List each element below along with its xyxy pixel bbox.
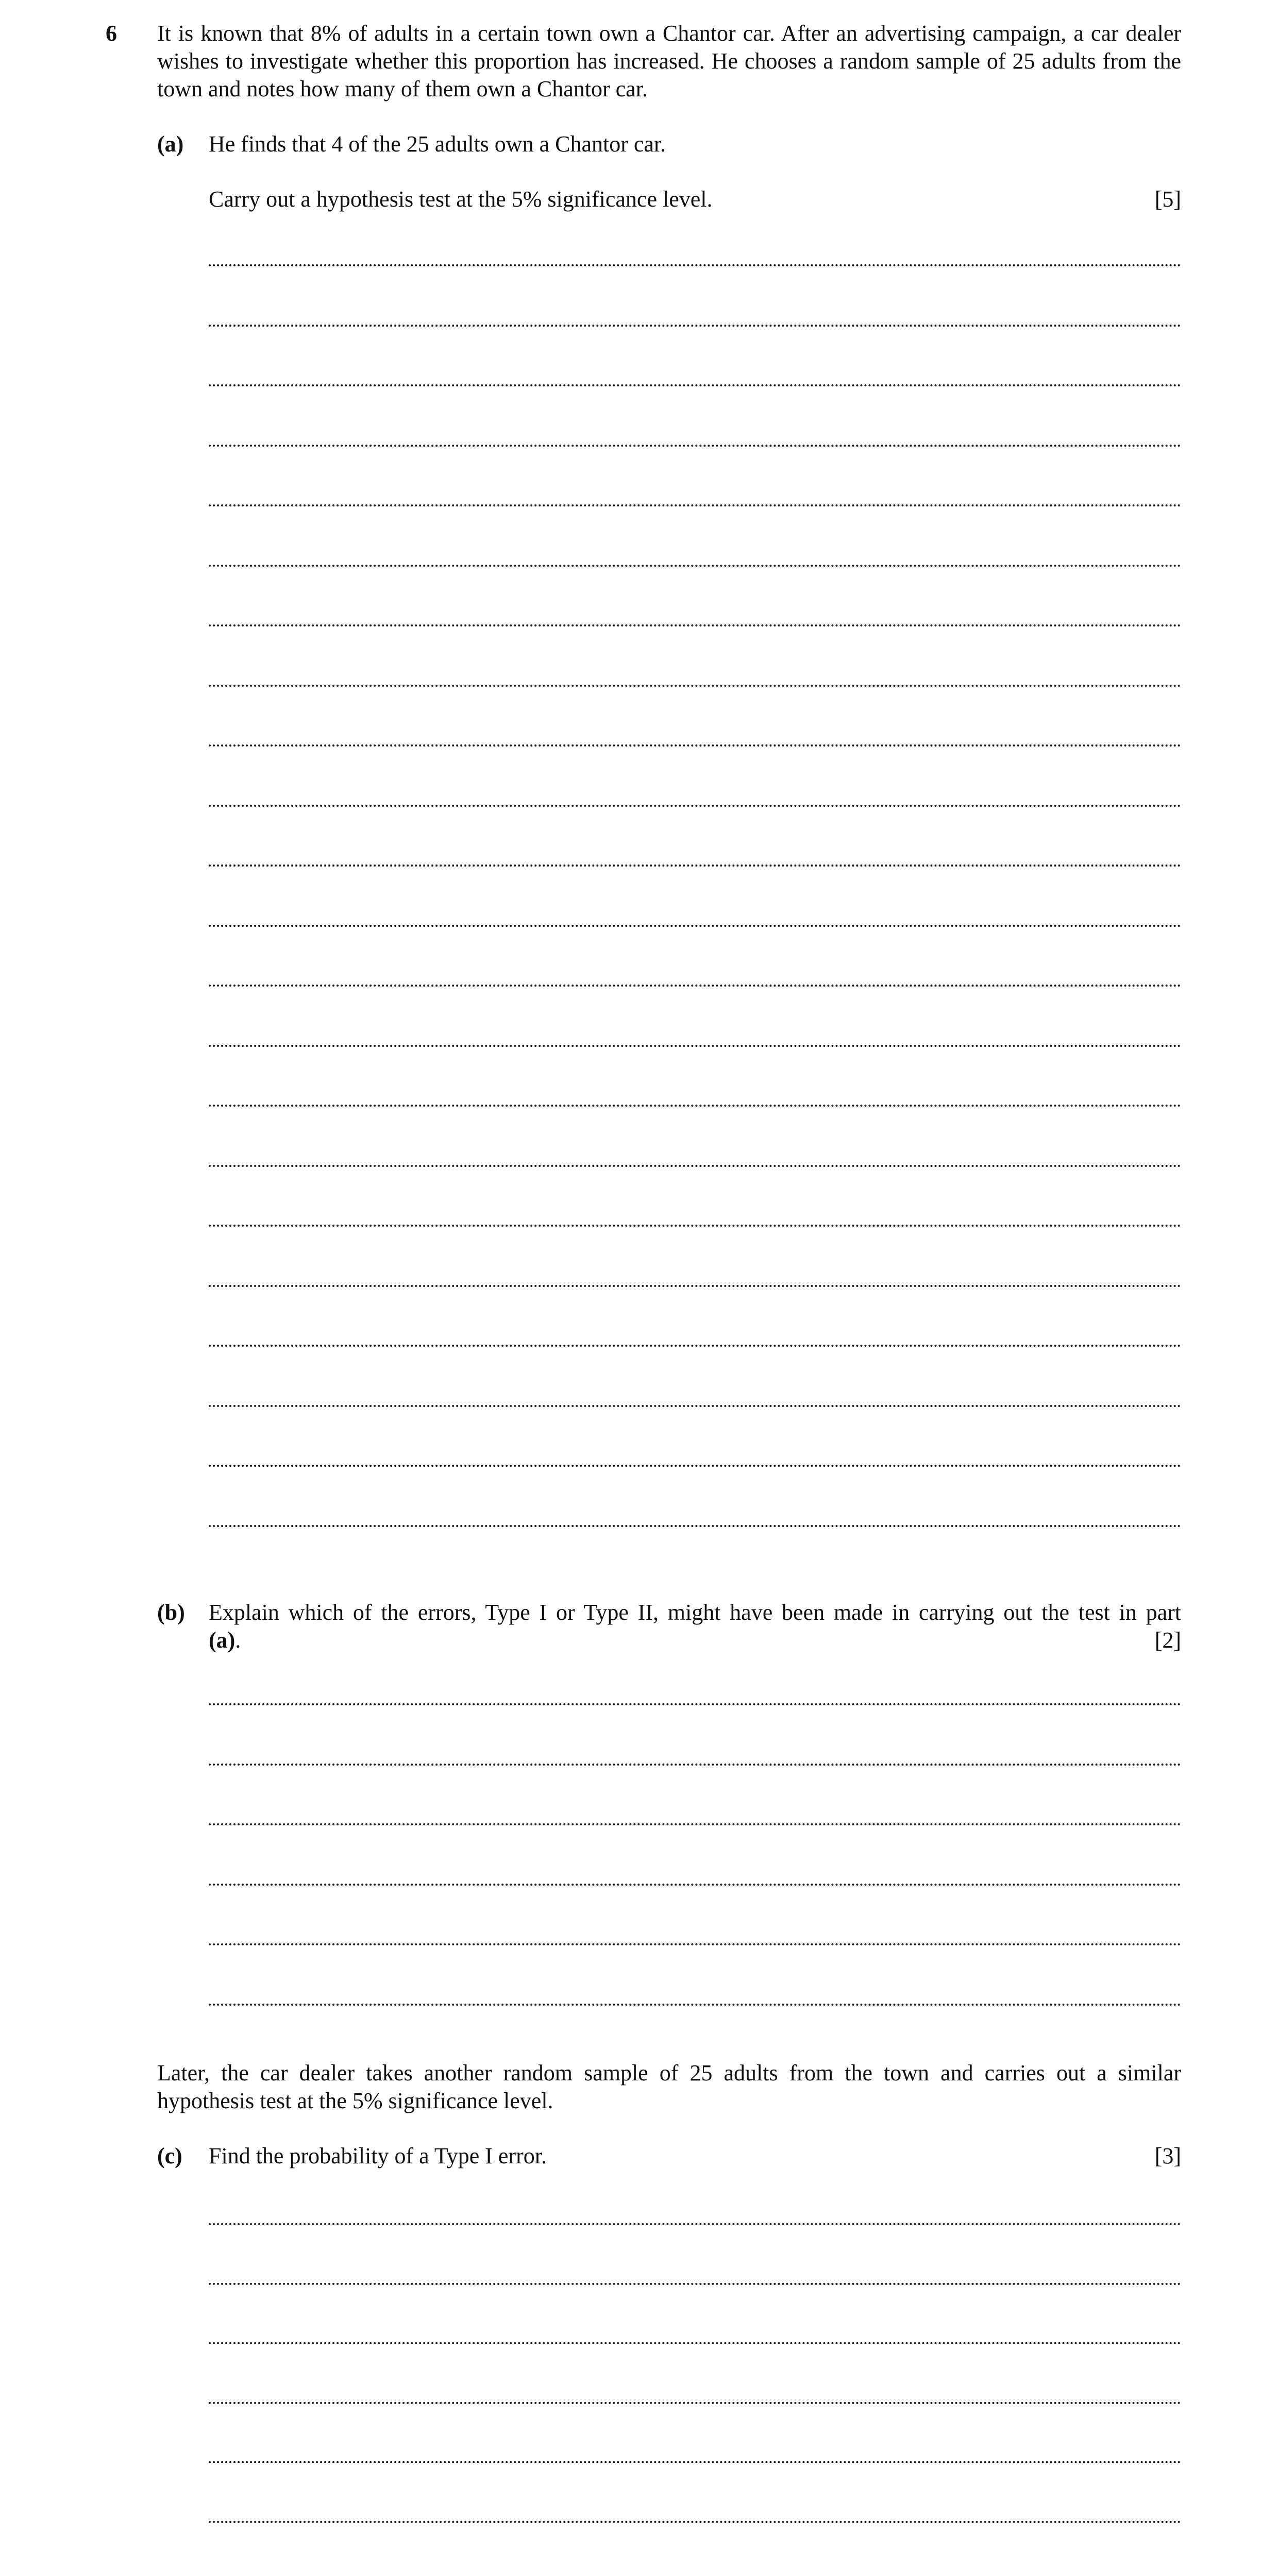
answer-line[interactable] [209,1884,1181,1886]
answer-line[interactable] [209,1525,1181,1527]
part-b-text-end: . [235,1628,241,1653]
question-number: 6 [106,21,117,46]
answer-line[interactable] [209,1345,1181,1347]
answer-line[interactable] [209,264,1181,266]
answer-line[interactable] [209,1045,1181,1047]
answer-line[interactable] [209,985,1181,987]
part-b-marks: [2] [1154,1628,1181,1653]
answer-line[interactable] [209,2004,1181,2006]
part-b-text: Explain which of the errors, Type I or Type II, might have been made in carrying out the test in part [209,1600,1181,1625]
answer-line[interactable] [209,1764,1181,1766]
answer-line[interactable] [209,1465,1181,1467]
answer-line[interactable] [209,2521,1181,2523]
answer-line[interactable] [209,504,1181,506]
part-a-label: (a) [157,131,184,157]
answer-line[interactable] [209,1165,1181,1167]
answer-line[interactable] [209,744,1181,747]
part-b-question-cont [209,1626,1033,1654]
answer-line[interactable] [209,1823,1181,1825]
answer-line[interactable] [209,384,1181,386]
answer-line[interactable] [209,2461,1181,2463]
answer-line[interactable] [209,2402,1181,2404]
part-b-label: (b) [157,1600,185,1625]
part-c-marks: [3] [1154,2143,1181,2168]
answer-line[interactable] [209,565,1181,567]
part-a-statement: He finds that 4 of the 25 adults own a Chantor car. [209,131,666,157]
answer-line[interactable] [209,925,1181,927]
part-c-instruction: Find the probability of a Type I error. [209,2143,547,2168]
answer-line[interactable] [209,685,1181,687]
part-a-instruction: Carry out a hypothesis test at the 5% significance level. [209,187,713,212]
answer-line[interactable] [209,865,1181,867]
answer-line[interactable] [209,1105,1181,1107]
answer-line[interactable] [209,2342,1181,2344]
answer-line[interactable] [209,325,1181,327]
answer-line[interactable] [209,2223,1181,2225]
later-paragraph: Later, the car dealer takes another random sample of 25 adults from the town and carries out a similar hypothesis test at the 5% significance level. [157,2060,1181,2113]
part-b-question [209,1599,1181,1626]
answer-line[interactable] [209,1405,1181,1407]
question-intro: It is known that 8% of adults in a certain town own a Chantor car. After an advertising campaign, a car dealer wishes to investigate whether this proportion has increased. He chooses a random sample of 25 adults from the town and notes how many of them own a Chantor car. [157,21,1181,101]
part-c-label: (c) [157,2143,182,2168]
answer-line[interactable] [209,1225,1181,1227]
answer-line[interactable] [209,805,1181,807]
answer-line[interactable] [209,1703,1181,1705]
answer-line[interactable] [209,624,1181,626]
part-b-reference: (a) [209,1628,236,1653]
answer-line[interactable] [209,2283,1181,2285]
answer-line[interactable] [209,1943,1181,1945]
part-a-marks: [5] [1154,187,1181,212]
answer-line[interactable] [209,445,1181,447]
answer-line[interactable] [209,1285,1181,1287]
